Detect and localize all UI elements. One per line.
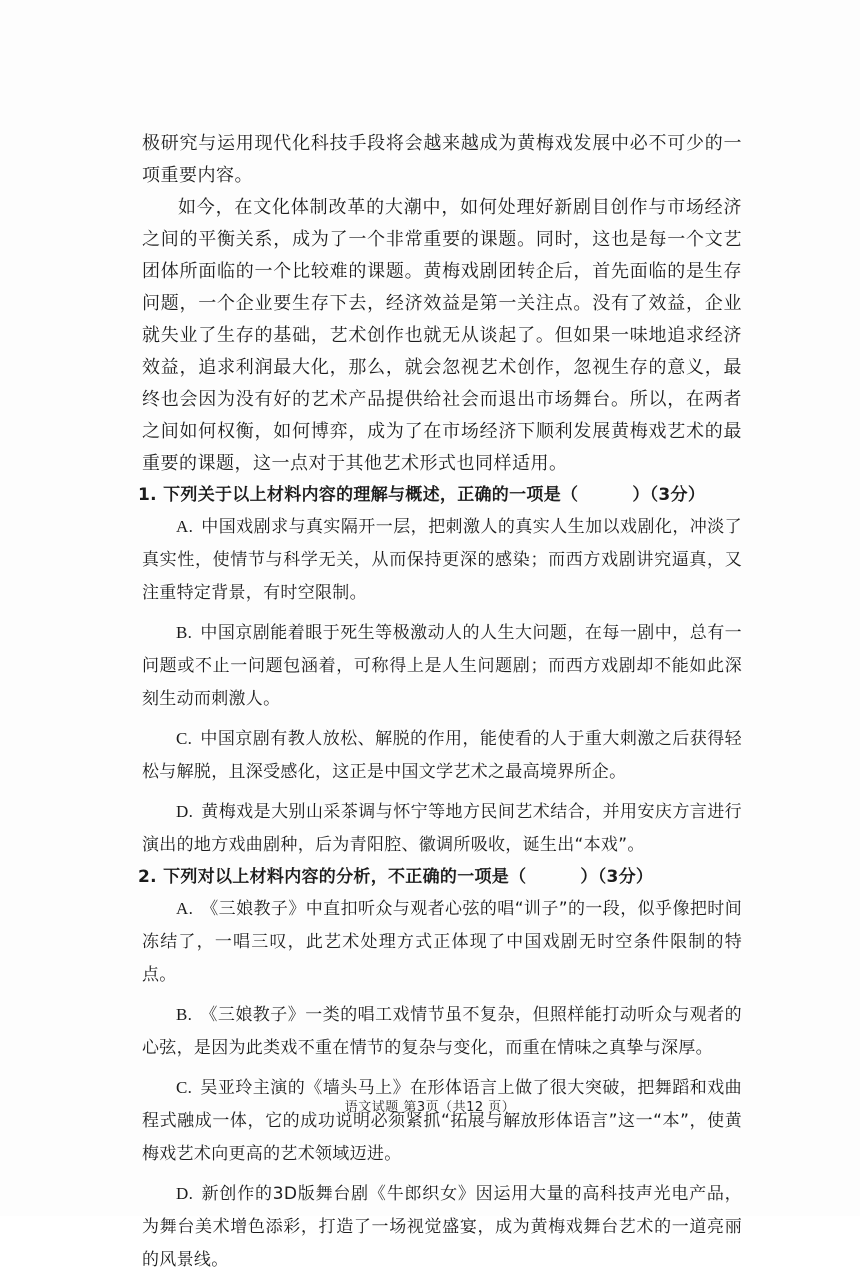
option-text: 中国京剧能着眼于死生等极激动人的人生大问题，在每一剧中，总有一问题或不止一问题包涵着，可称得上是人生问题剧；而西方戏剧却不能如此深刻生动而刺激人。 bbox=[142, 623, 742, 709]
passage-paragraph-1: 极研究与运用现代化科技手段将会越来越成为黄梅戏发展中必不可少的一项重要内容。 bbox=[142, 133, 742, 186]
option-text: 中国戏剧求与真实隔开一层，把刺激人的真实人生加以戏剧化，冲淡了真实性，使情节与科学无关，从而保持更深的感染；而西方戏剧讲究逼真，又注重特定背景，有时空限制。 bbox=[142, 517, 742, 603]
question-2-option-c bbox=[142, 1071, 742, 1171]
question-2-score: ）（3分） bbox=[580, 867, 654, 887]
question-1-stem-text: 1. 下列关于以上材料内容的理解与概述，正确的一项是（ bbox=[138, 485, 579, 505]
question-1-option-b bbox=[142, 616, 742, 716]
option-letter: C. bbox=[176, 729, 193, 748]
option-text: 吴亚玲主演的《墙头马上》在形体语言上做了很大突破，把舞蹈和戏曲程式融成一体，它的成功说明必须紧抓“拓展与解放形体语言”这一“本”，使黄梅戏艺术向更高的艺术领域迈进。 bbox=[142, 1078, 742, 1164]
question-1 bbox=[138, 480, 742, 862]
question-2-option-b bbox=[142, 998, 742, 1065]
passage-paragraph-2: 如今，在文化体制改革的大潮中，如何处理好新剧目创作与市场经济之间的平衡关系，成为了一个非常重要的课题。同时，这也是每一个文艺团体所面临的一个比较难的课题。黄梅戏剧团转企后，首先面临的是生存问题，一个企业要生存下去，经济效益是第一关注点。没有了效益，企业就失业了生存的基础，艺术创作也就无从谈起了。但如果一味地追求经济效益，追求利润最大化，那么，就会忽视艺术创作，忽视生存的意义，最终也会因为没有好的艺术产品提供给社会而退出市场舞台。所以，在两者之间如何权衡，如何博弈，成为了在市场经济下顺利发展黄梅戏艺术的最重要的课题，这一点对于其他艺术形式也同样适用。 bbox=[142, 197, 742, 474]
question-2-option-a bbox=[142, 892, 742, 992]
option-letter: C. bbox=[176, 1078, 193, 1097]
option-letter: A. bbox=[176, 899, 194, 918]
question-2-stem-text: 2. 下列对以上材料内容的分析，不正确的一项是（ bbox=[138, 867, 527, 887]
option-letter: D. bbox=[176, 1184, 194, 1203]
option-letter: B. bbox=[176, 1005, 193, 1024]
option-text: 中国京剧有教人放松、解脱的作用，能使看的人于重大刺激之后获得轻松与解脱，且深受感化，这正是中国文学艺术之最高境界所企。 bbox=[142, 729, 742, 782]
question-1-option-d bbox=[142, 795, 742, 862]
question-1-option-a bbox=[142, 510, 742, 610]
question-2-option-d bbox=[142, 1177, 742, 1277]
question-2 bbox=[138, 862, 742, 1277]
option-letter: B. bbox=[176, 623, 193, 642]
question-1-score: ）（3分） bbox=[632, 485, 706, 505]
option-text: 黄梅戏是大别山采茶调与怀宁等地方民间艺术结合，并用安庆方言进行演出的地方戏曲剧种，后为青阳腔、徽调所吸收，诞生出“本戏”。 bbox=[142, 802, 742, 855]
option-text: 新创作的3D版舞台剧《牛郎织女》因运用大量的高科技声光电产品，为舞台美术增色添彩，打造了一场视觉盛宴，成为黄梅戏舞台艺术的一道亮丽的风景线。 bbox=[142, 1184, 742, 1270]
option-letter: D. bbox=[176, 802, 194, 821]
question-2-stem bbox=[138, 862, 742, 892]
page-footer: 语文试题 第3页（共12 页） bbox=[344, 1100, 516, 1115]
option-text: 《三娘教子》一类的唱工戏情节虽不复杂，但照样能打动听众与观者的心弦，是因为此类戏不重在情节的复杂与变化，而重在情味之真挚与深厚。 bbox=[142, 1005, 742, 1058]
question-1-stem bbox=[138, 480, 742, 510]
option-letter: A. bbox=[176, 517, 194, 536]
option-text: 《三娘教子》中直扣听众与观者心弦的唱“训子”的一段，似乎像把时间冻结了，一唱三叹，此艺术处理方式正体现了中国戏剧无时空条件限制的特点。 bbox=[142, 899, 742, 985]
question-1-option-c bbox=[142, 722, 742, 789]
